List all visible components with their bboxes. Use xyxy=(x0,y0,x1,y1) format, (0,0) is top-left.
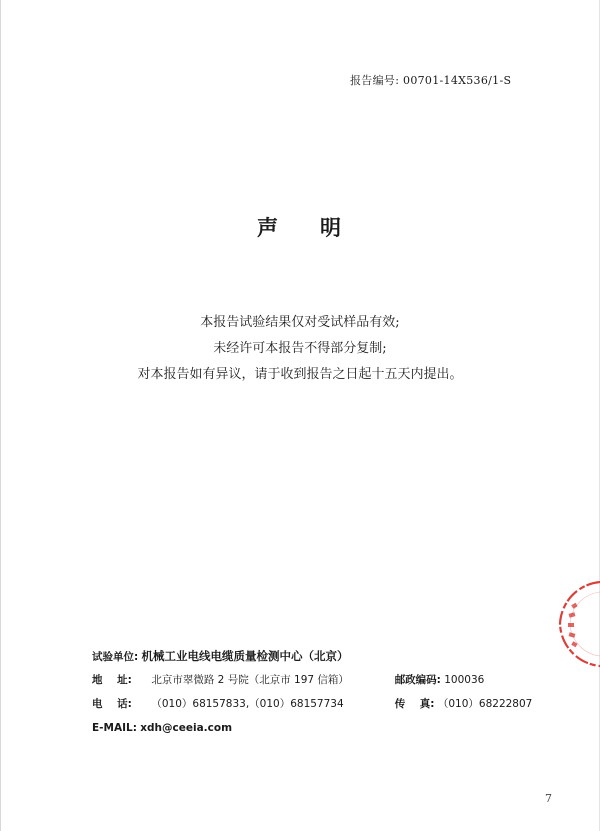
report-number-label: 报告编号: xyxy=(350,74,400,87)
report-number xyxy=(350,72,511,88)
email-link[interactable]: xdh@ceeia.com xyxy=(140,722,233,734)
official-seal-icon xyxy=(544,578,600,670)
fax-label: 传 真: xyxy=(394,698,435,710)
page-mark: 7 xyxy=(545,792,552,805)
statement-list xyxy=(0,310,600,388)
unit-value: 机械工业电线电缆质量检测中心（北京） xyxy=(141,649,349,663)
statement-line: 本报告试验结果仅对受试样品有效; xyxy=(200,315,400,330)
statement-line: 对本报告如有异议，请于收到报告之日起十五天内提出。 xyxy=(137,367,463,382)
address-value: 北京市翠微路 2 号院（北京市 197 信箱） xyxy=(151,674,349,686)
page-title xyxy=(0,212,600,242)
address-label: 地 址: xyxy=(92,674,132,686)
statement-line: 未经许可本报告不得部分复制; xyxy=(213,341,387,356)
phone-value: （010）68157833,（010）68157734 xyxy=(151,698,344,710)
postcode-value: 100036 xyxy=(444,674,485,686)
unit-label: 试验单位: xyxy=(92,651,139,663)
footer-email-row xyxy=(92,722,232,734)
title-char-1: 声 xyxy=(257,215,280,240)
footer-address-row xyxy=(92,672,484,687)
postcode-label: 邮政编码: xyxy=(394,674,441,686)
title-char-2: 明 xyxy=(320,215,343,240)
footer-unit-row xyxy=(92,648,349,664)
email-label: E-MAIL: xyxy=(92,722,137,734)
fax-value: （010）68222807 xyxy=(437,698,533,710)
phone-label: 电 话: xyxy=(92,698,132,710)
footer-phone-row xyxy=(92,696,532,711)
report-number-value: 00701-14X536/1-S xyxy=(403,74,512,87)
